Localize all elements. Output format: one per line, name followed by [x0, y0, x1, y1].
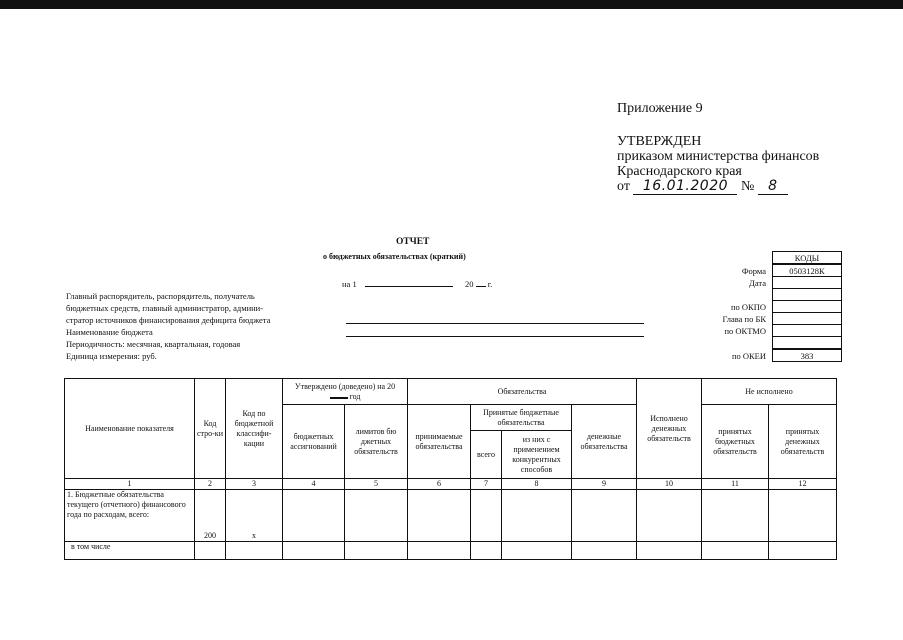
header-total: всего — [471, 431, 502, 479]
header-ne-budget: принятых бюджетных обязательств — [702, 405, 769, 479]
header-limits: лимитов бю джетных обязательств — [345, 405, 408, 479]
info-line: Главный распорядитель, распорядитель, получатель — [66, 291, 255, 301]
col-number: 2 — [195, 479, 226, 490]
info-line: бюджетных средств, главный администратор, админи- — [66, 303, 264, 313]
approved-title: УТВЕРЖДЕН — [617, 134, 702, 149]
on-label: на 1 — [342, 279, 357, 289]
year-blank — [330, 397, 348, 399]
col-number: 7 — [471, 479, 502, 490]
table-cell — [408, 542, 471, 560]
okei-code: 383 — [773, 349, 842, 362]
fill-line-administrator — [346, 323, 644, 324]
header-monetary: денежные обязательства — [572, 405, 637, 479]
col-number: 12 — [769, 479, 837, 490]
table-cell — [226, 542, 283, 560]
approved-line-1: приказом министерства финансов — [617, 149, 820, 164]
table-cell — [502, 542, 572, 560]
col-number: 11 — [702, 479, 769, 490]
codes-header: КОДЫ — [773, 252, 842, 265]
table-cell — [637, 542, 702, 560]
form-code: 0503128К — [773, 264, 842, 277]
row-bk-total: x — [226, 490, 283, 542]
info-line: стратор источников финансирования дефицита бюджета — [66, 315, 271, 325]
year-suffix: г. — [487, 279, 493, 289]
table-cell — [283, 490, 345, 542]
table-cell — [471, 490, 502, 542]
row-code-total: 200 — [195, 490, 226, 542]
table-cell — [471, 542, 502, 560]
approval-date-row — [617, 179, 819, 195]
table-cell — [572, 542, 637, 560]
header-not-executed-group: Не исполнено — [702, 379, 837, 405]
empty-code — [773, 337, 842, 350]
from-label: от — [617, 179, 630, 194]
col-number: 9 — [572, 479, 637, 490]
table-cell — [408, 490, 471, 542]
header-approved-group — [283, 379, 408, 405]
empty-code — [773, 289, 842, 301]
header-accepted-group: Принятые бюджетные обязательства — [471, 405, 572, 431]
header-ne-money: принятых денежных обязательств — [769, 405, 837, 479]
approval-block — [617, 134, 819, 195]
table-cell — [769, 490, 837, 542]
info-line: Периодичность: месячная, квартальная, годовая — [66, 339, 241, 349]
table-cell — [283, 542, 345, 560]
row-name-including: в том числе — [65, 542, 195, 560]
year-label: 20 — [464, 279, 474, 289]
info-line: Единица измерения: руб. — [66, 351, 157, 361]
header-bk: Код по бюджетной классифи-кации — [226, 379, 283, 479]
fill-line-budget — [346, 336, 644, 337]
col-number: 1 — [65, 479, 195, 490]
header-name: Наименование показателя — [65, 379, 195, 479]
okei-label: по ОКЕИ — [731, 351, 766, 361]
oktmo-label: по ОКТМО — [724, 326, 766, 336]
col-number: 10 — [637, 479, 702, 490]
header-executed: Исполнено денежных обязательств — [637, 379, 702, 479]
oktmo-code — [773, 325, 842, 337]
table-cell — [502, 490, 572, 542]
report-subtitle: о бюджетных обязательствах (краткий) — [323, 252, 466, 261]
approved-group-suffix: год — [349, 391, 361, 401]
col-number: 8 — [502, 479, 572, 490]
info-line: Наименование бюджета — [66, 327, 153, 337]
glava-label: Глава по БК — [722, 314, 766, 324]
date-code — [773, 277, 842, 289]
appendix-label: Приложение 9 — [617, 101, 703, 116]
report-date-row — [342, 279, 492, 289]
report-header-info — [66, 290, 270, 362]
table-cell — [572, 490, 637, 542]
approved-line-2: Краснодарского края — [617, 164, 742, 179]
table-cell — [345, 490, 408, 542]
header-competitive: из них с применением конкурентных способов — [502, 431, 572, 479]
header-code: Код стро-ки — [195, 379, 226, 479]
glava-code — [773, 313, 842, 325]
report-date-field — [365, 286, 453, 287]
col-number: 6 — [408, 479, 471, 490]
table-cell — [637, 490, 702, 542]
form-label: Форма — [741, 266, 766, 276]
top-border — [0, 0, 903, 9]
approved-group-prefix: Утверждено (доведено) на 20 — [294, 381, 396, 391]
table-cell — [769, 542, 837, 560]
col-number: 3 — [226, 479, 283, 490]
table-cell — [702, 542, 769, 560]
col-number: 4 — [283, 479, 345, 490]
number-label: № — [740, 179, 755, 194]
report-title: ОТЧЕТ — [396, 237, 430, 247]
col-number: 5 — [345, 479, 408, 490]
year-field — [476, 286, 486, 287]
header-obligations-group: Обязательства — [408, 379, 637, 405]
row-name-total: 1. Бюджетные обязательства текущего (отчетного) финансового года по расходам, всего: — [65, 490, 195, 542]
approval-number: 8 — [758, 179, 788, 195]
okpo-code — [773, 301, 842, 313]
obligations-table — [64, 378, 837, 560]
table-cell — [195, 542, 226, 560]
header-accepted: принимаемые обязательства — [408, 405, 471, 479]
approval-date: 16.01.2020 — [633, 179, 737, 195]
table-cell — [345, 542, 408, 560]
date-label: Дата — [749, 278, 766, 288]
codes-table — [772, 251, 842, 362]
table-cell — [702, 490, 769, 542]
header-assignments: бюджетных ассигнований — [283, 405, 345, 479]
okpo-label: по ОКПО — [730, 302, 766, 312]
